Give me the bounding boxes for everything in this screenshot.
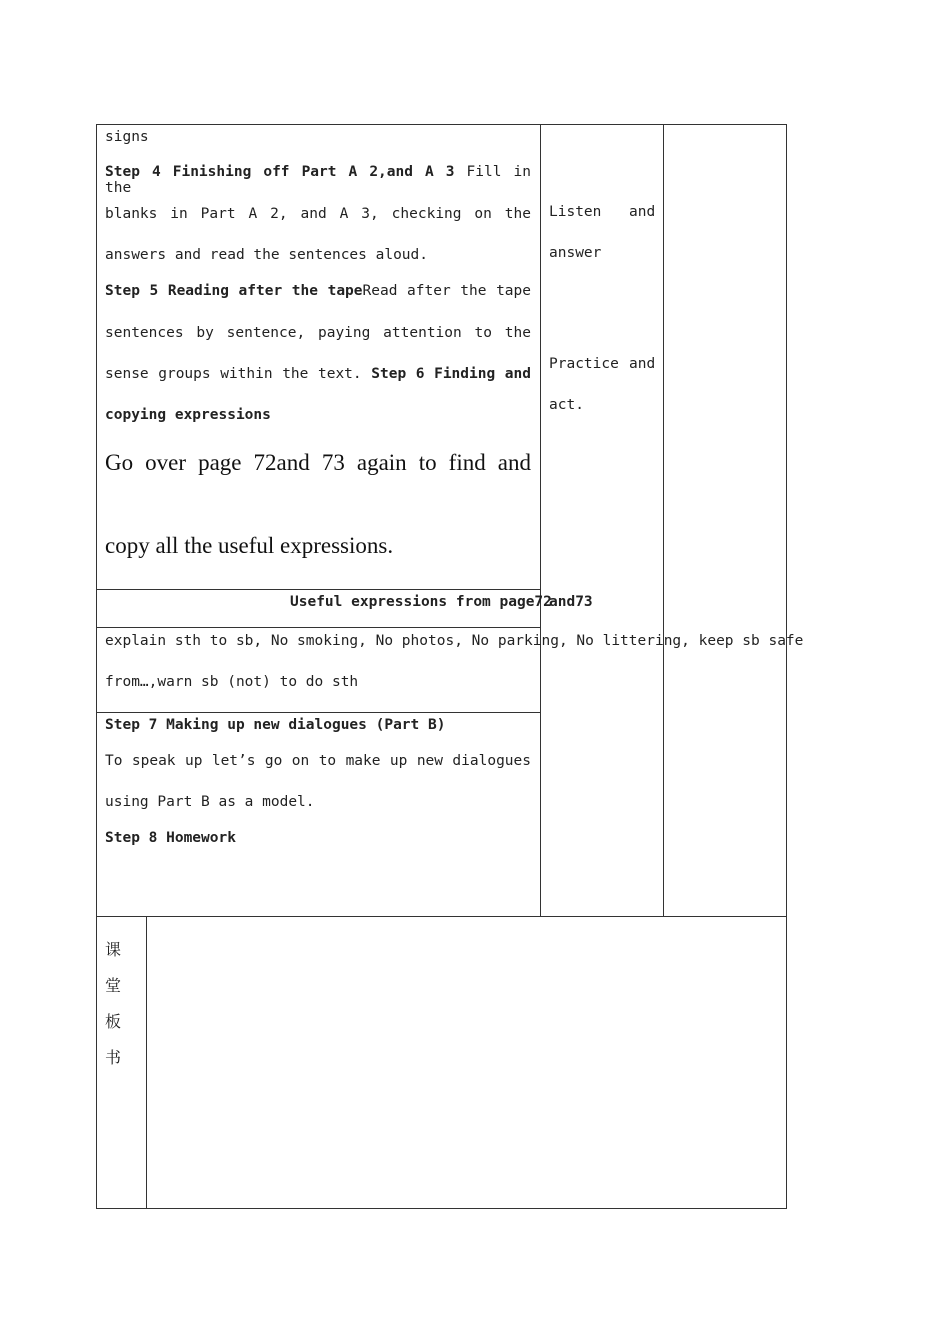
step6-heading: Step 6 Finding and [371,366,531,382]
table-bottom-border [96,1208,787,1209]
practice-label: Practice [549,356,619,372]
step5-body-line2: sentences by sentence, paying attention to the [105,325,531,341]
listen-label: Listen [549,204,602,220]
table-left-border [96,124,97,1209]
col-divider-2 [663,124,664,917]
useful-row1: explain sth to sb, No smoking, No photos, No parking, No littering, keep sb safe [105,633,804,649]
step7-body-line2: using Part B as a model. [105,794,315,810]
useful-heading-cont-text: and73 [549,594,593,610]
step4-body-line3: answers and read the sentences aloud. [105,247,429,263]
act-label: act. [549,397,584,413]
listen-and: and [629,204,656,220]
big-instruction-line2: copy all the useful expressions. [105,533,394,558]
useful-row2: from…,warn sb (not) to do sth [105,674,359,690]
useful-heading-text: Useful expressions from page72 [290,594,552,610]
useful-box-bottom [96,712,541,713]
board-char-2: 堂 [105,976,122,995]
col-divider-1 [540,124,541,917]
step7-heading [105,717,445,733]
step4-line [105,164,531,196]
useful-box-top [96,589,541,590]
board-char-4: 书 [105,1048,122,1067]
step6-heading-cont [105,407,271,423]
step7-body-line1: To speak up let’s go on to make up new dialogues [105,753,531,769]
answer-label: answer [549,245,602,261]
text-signs: signs [105,129,149,145]
step5-line [105,283,531,299]
step4-text: Fill in the [105,164,531,196]
step8-heading-text: Step 8 Homework [105,830,236,846]
step6-line [105,366,531,382]
step4-body-line2: blanks in Part A 2, and A 3, checking on the [105,206,531,222]
step5-heading: Step 5 Reading after the tape [105,283,363,299]
step6-heading-text: copying expressions [105,407,271,423]
row-divider-main [96,916,787,917]
big-instruction-line1: Go over page 72and 73 again to find and [105,450,531,475]
practice-and: and [629,356,656,372]
step5-body-line3: sense groups within the text. [105,366,372,382]
step5-text: Read after the tape [362,283,531,299]
board-col-divider [146,916,147,1209]
useful-box-mid [96,627,541,628]
step7-heading-text: Step 7 Making up new dialogues (Part B) [105,717,446,733]
table-top-border [96,124,787,125]
useful-heading [290,594,552,610]
step4-heading: Step 4 Finishing off Part A 2,and A 3 [105,164,455,180]
board-char-1: 课 [105,940,122,959]
board-char-3: 板 [105,1012,122,1031]
step8-heading [105,830,236,846]
table-right-border [786,124,787,1209]
useful-heading-cont [549,594,593,610]
